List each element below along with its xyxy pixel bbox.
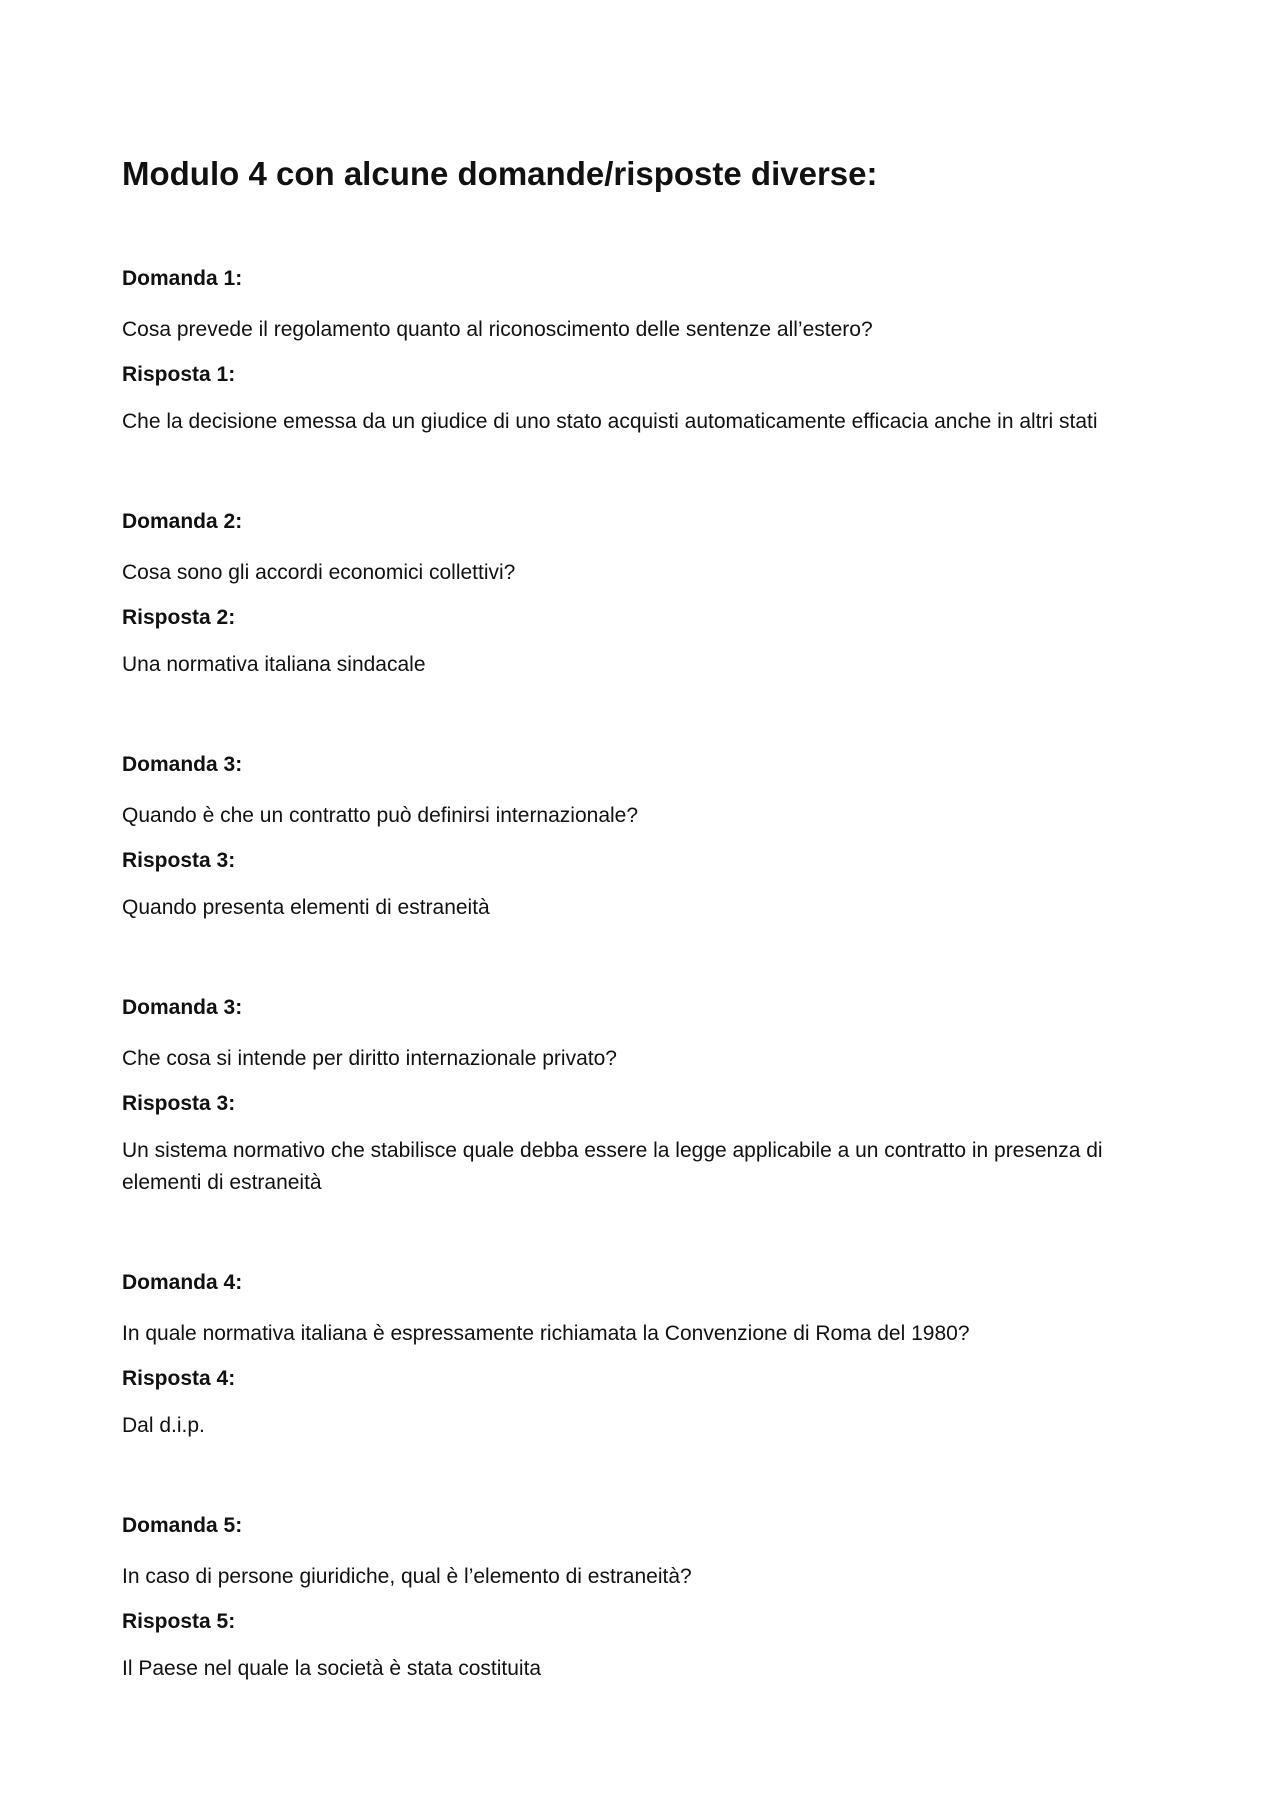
question-label: Domanda 3: [122,753,243,776]
answer-label: Risposta 1: [122,363,236,386]
qa-block-5 [122,1270,1162,1442]
qa-block-2 [122,509,1162,681]
question-label: Domanda 1: [122,267,243,290]
answer-text: Il Paese nel quale la società è stata costituita [122,1657,542,1680]
answer-label: Risposta 3: [122,849,236,872]
page-title: Modulo 4 con alcune domande/risposte diverse: [122,155,878,192]
answer-text: Dal d.i.p. [122,1414,205,1437]
qa-block-6 [122,1513,1162,1685]
question-label: Domanda 4: [122,1271,243,1294]
question-label: Domanda 3: [122,996,243,1019]
question-label: Domanda 2: [122,510,243,533]
answer-label: Risposta 2: [122,606,236,629]
answer-text: Una normativa italiana sindacale [122,653,426,676]
qa-block-4 [122,995,1162,1199]
question-text: Cosa prevede il regolamento quanto al riconoscimento delle sentenze all’estero? [122,318,873,341]
qa-block-3 [122,752,1162,924]
question-text: Cosa sono gli accordi economici collettivi? [122,561,516,584]
answer-label: Risposta 5: [122,1610,236,1633]
answer-label: Risposta 4: [122,1367,236,1390]
question-text: In quale normativa italiana è espressamente richiamata la Convenzione di Roma del 1980? [122,1322,970,1345]
qa-block-1 [122,266,1162,438]
question-text: In caso di persone giuridiche, qual è l’elemento di estraneità? [122,1565,692,1588]
answer-label: Risposta 3: [122,1092,236,1115]
question-text: Che cosa si intende per diritto internazionale privato? [122,1047,617,1070]
question-label: Domanda 5: [122,1514,243,1537]
answer-text: Che la decisione emessa da un giudice di uno stato acquisti automaticamente efficacia anche in altri stati [122,410,1098,433]
answer-text: Un sistema normativo che stabilisce quale debba essere la legge applicabile a un contratto in presenza di elementi di estraneità [122,1139,1103,1194]
question-text: Quando è che un contratto può definirsi internazionale? [122,804,639,827]
answer-text: Quando presenta elementi di estraneità [122,896,490,919]
